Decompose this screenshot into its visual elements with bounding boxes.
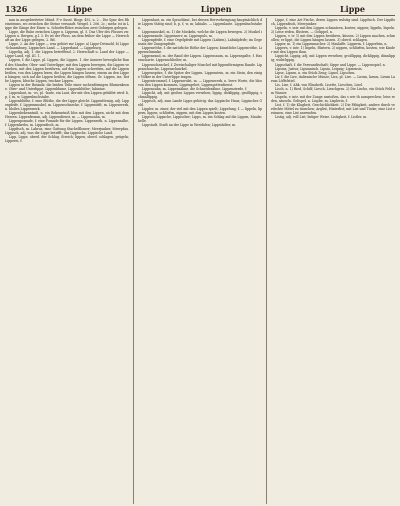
column-divider xyxy=(266,18,267,504)
entry-paragraph: Lippenpomade, f. eine Pomade für die Lippen. Lippenroth, n. Lippensalbe, f. Lippenkrebs, m. Lippenfisch, m. xyxy=(5,119,129,128)
entry-paragraph: Lippenmuskel, m. 1) die Muskeln, welche die Lippen bewegen. 2) Muskel im Lippenrande. Lippennerv, m. Lippenpuls, m. xyxy=(138,30,262,39)
entry-paragraph: Lippelig, adj. 1. die Lippen betreffend. 2. Herrschaft u. Land der Lippe — Lippe-Land, vgl. III. 1. xyxy=(5,50,129,59)
entry-paragraph: Lis, Lise, f. Abk. von Elisabeth. Lisette, Lieschen, Lisel. xyxy=(275,82,363,87)
entry-paragraph: Lippisch, adj. zum Lande Lippe gehörig: das Lippische Haus; Lippisches Geld. xyxy=(138,98,262,107)
page-number: 1326 xyxy=(5,4,28,14)
entry-paragraph: Lippler, m. einer, der viel mit den Lippen spielt; Lippelung, f. — lippeln, lippern, lippen, schlürfen, nippen, mit den Lippen kosten. xyxy=(138,107,262,116)
entry-paragraph: Lipp, Lippe, oberd. der Schlag, Streich; lippen, oberd. schlagen, prügeln; Lipperei, f. xyxy=(5,135,129,144)
entry-paragraph: Lippen in der Botanik: die beiden Teile einer rachenförmigen Blumenkrone. Ober- und Unterlippe. Lippenblume, Lippenblütler; labiatae. xyxy=(5,82,129,91)
entry-paragraph: Lippern, v. intr. 1) lispeln, flüstern. 2) nippen, schlürfen, kosten, wie Kinder mit den Lippen thun. xyxy=(271,46,395,55)
entry-paragraph: Lipper, m. 1) ein Lippenmacher. 2) Maulaffe. Lipperin, f. Lipperlein, n. xyxy=(275,42,388,47)
entry-paragraph: Lippenzahn, m. Lippenzähne, die Schneidezähne. Lippenzierde, f. xyxy=(142,86,248,91)
entry-paragraph: Lippenspitze, f. die Spitze der Lippen. Lippenstein, m. ein Stein, den einige Völker in der Unterlippe tragen. xyxy=(138,70,262,79)
column-divider xyxy=(133,18,134,504)
header-title-center: Lippen xyxy=(200,4,232,14)
entry-paragraph: Lippe, 2. An der Lippe — was gehört zur Lippe: a) Lippe-Detmold, b) Lippe-Schaumburg. Lippisches Land. — Lipperland. — Lippeburg. xyxy=(5,42,129,51)
entry-paragraph: Lipse, Lipsen, n. ein Stück Zeug; Lipsel, Lipschen. xyxy=(275,70,356,75)
column-2 xyxy=(138,18,262,504)
entry-paragraph: Lippenblüthe, f. eine Blüthe, die der Lippe gleicht. Lippenförmig, adj. Lippenpfeife, f. Lippenmuskel, m. Lippenschnecke, f. Lippenstift, m. Lippenwerk, n. bloßes Lippenwerk. xyxy=(5,98,129,112)
header-title-left: Lippe xyxy=(67,4,93,14)
entry-paragraph: Lippfisch, m. Labrus, eine Gattung Stachelflosser; Meerjunker, Meerpfau. Lippisch, adj. was die Lippe betrifft; das Lippische, Lippische Land. xyxy=(5,127,129,136)
entry-paragraph: Lipsius, Justus; Lipsianisch. Lipsia, Leipzig; Lipsiensis. xyxy=(275,66,363,71)
entry-paragraph: Listig, adj. voll List; listiger Weise. Listigkeit, f. Listler, m. xyxy=(275,115,368,120)
entry-paragraph: Lippenschneckel, f. Zweischaliger Muschel mit lippenförmigem Rande. Lippenschnecke, Lippenschnirkel. xyxy=(138,62,262,71)
entry-paragraph: Lippenrand, m. der Rand der Lippen. Lippensaum, m. Lippenspalte, f. Hasenscharte. Lippenschließer, m. xyxy=(138,54,262,63)
entry-paragraph: Lippenlaut, m. -es, pl. -laute, ein Laut, der mit den Lippen gebildet wird: b, p, f, m, w. Lippenbuchstabe. xyxy=(5,90,129,99)
entry-paragraph: Lippen, v. tr. 1) mit den Lippen berühren, küssen. 2) Lippen machen, schmollen; er lippt, die Lippen hängen lassen. 3) oberd. schlagen. xyxy=(271,34,395,43)
column-3 xyxy=(271,18,395,504)
entry-paragraph: Lippeln, v. intr. mit den Lippen schmatzen, kosten; nippen; lippeln, lispeln. 2) Leise reden, flüstern. — Gelippel, n. xyxy=(271,26,395,35)
header-title-right: Lippe xyxy=(340,4,365,14)
column-1 xyxy=(5,18,129,504)
entry-paragraph: List, f. 1) die Klugheit, Geschicklichkeit. 2) Die Fähigkeit, andere durch verdeckte Mittel zu täuschen; Arglist, Hinterlist; mit List und Tücke; eine List ersinnen, eine List anwenden. xyxy=(271,102,395,116)
entry-paragraph: Lispeln, v. intr. mit der Zunge anstoßen, das s wie th aussprechen; leise reden, säuseln. Gelispel, n. Lispler, m. Lisplerin, f. xyxy=(271,94,395,103)
entry-paragraph: Lippenpfeife, f. eine Orgelpfeife mit Lippen (Labien), Labialpfeife; im Gegensatz der Zungenpfeife. xyxy=(138,38,262,47)
entry-paragraph: Lisch, n. 1) Ried, Schilf; Liesch, Lieschgras. 2) Die Lische, ein Stück Feld am Wasser. xyxy=(271,86,395,95)
entry-paragraph: Lippe, f. eine Art Fische, deren Lippen wulstig sind. Lippfisch. Der Lippfisch, Lippenfisch, Meerjunker. xyxy=(271,18,395,27)
entry-paragraph: Lippicht, adj. mit großen Lippen versehen; lippig, dicklippig, großlippig, schmallippig. xyxy=(138,90,262,99)
entry-paragraph: nun in ausgebreiteter Münd. F.-e Susst. Biogr. 492. u. 2... Die Spur des Rheinstroms, wo zwischen die Steine versandt. Weigel. I. 206. 2c.; mehr. ist in Lippe die Gänge der Eisen- u. Schieferflötze zwischen zwei Gebirgen gelegen. xyxy=(5,18,129,31)
entry-paragraph: Lippstadt, Stadt an der Lippe in Westfalen; Lippstädter, m. xyxy=(142,123,236,128)
entry-paragraph: Lippenlaut, m. ein Sprachlaut, bei dessen Hervorbringung hauptsächlich die Lippen thätig sind; b, p, f, w, m; labialis. — Lippenlaute. Lippenbuchstaben. xyxy=(138,18,262,31)
entry-paragraph: Lippenbekenntniß, n. ein Bekenntniß blos mit den Lippen, nicht mit dem Herzen. Lippenfromm, adj. Lippendienst, m. — Lippenzahn, m. xyxy=(5,111,129,120)
entry-paragraph: Lippsch, Lippsche, Lippischer; Lipps, m. ein Schlag auf die Lippen, Maulschelle. xyxy=(138,115,262,124)
page-header xyxy=(5,4,395,16)
entry-paragraph: Lippentrommel, f. Lippenwulst, m. — Lippenwerk, n. leere Worte, die blos von den Lippen kommen, Lippengebet, Lippengottesdienst. xyxy=(138,78,262,87)
entry-paragraph: Lippen, f. die Lippe, pl. Lippen, die Lippen. 1. der äussere bewegliche Rand des Mundes; Ober- und Unterlippe; mit den Lippen bewegen, die Lippen verziehen, mit den Lippen berühren, auf den Lippen schweben, auf die Lippen beißen, von den Lippen lesen; die Lippen hängen lassen; einem an den Lippen hängen; sich auf die Lippen beißen; die Lippen öffnen. Gr. Lippen, ins. Rothe Lippen, bleiche Lippen, trockne Lippen. xyxy=(5,58,129,83)
entry-paragraph: Lippenröthe, f. die natürliche Röthe der Lippen; künstliche Lippenröthe, Lippenschminke. xyxy=(138,46,262,55)
entry-paragraph: Lir, f. die Lire, italienische Münze; Lira, pl. Lire. — Lirum, larum, Lirum Larum Löffelstiel. xyxy=(271,74,395,83)
entry-paragraph: Lippicht, Lippig, adj. mit Lippen versehen; großlippig, dicklippig, dünnlippig; wulstlippig. xyxy=(271,54,395,63)
text-columns xyxy=(5,18,395,504)
entry-paragraph: Lippe, die Ruhe zwischen Lippe u. Lippenn, gl. 5. Das Ufer des Flusses zw. Lippen u. Bergen, g.l. 3. Es ist der Fluss, an dem früher die Lippe — Herrschaft an der Lippe gelegen, 2. Bd. xyxy=(5,30,129,43)
entry-paragraph: Lippschaft, f. die Verwandtschaft; Sippe und Lippe. — Lippenspiel, n. xyxy=(275,62,386,67)
